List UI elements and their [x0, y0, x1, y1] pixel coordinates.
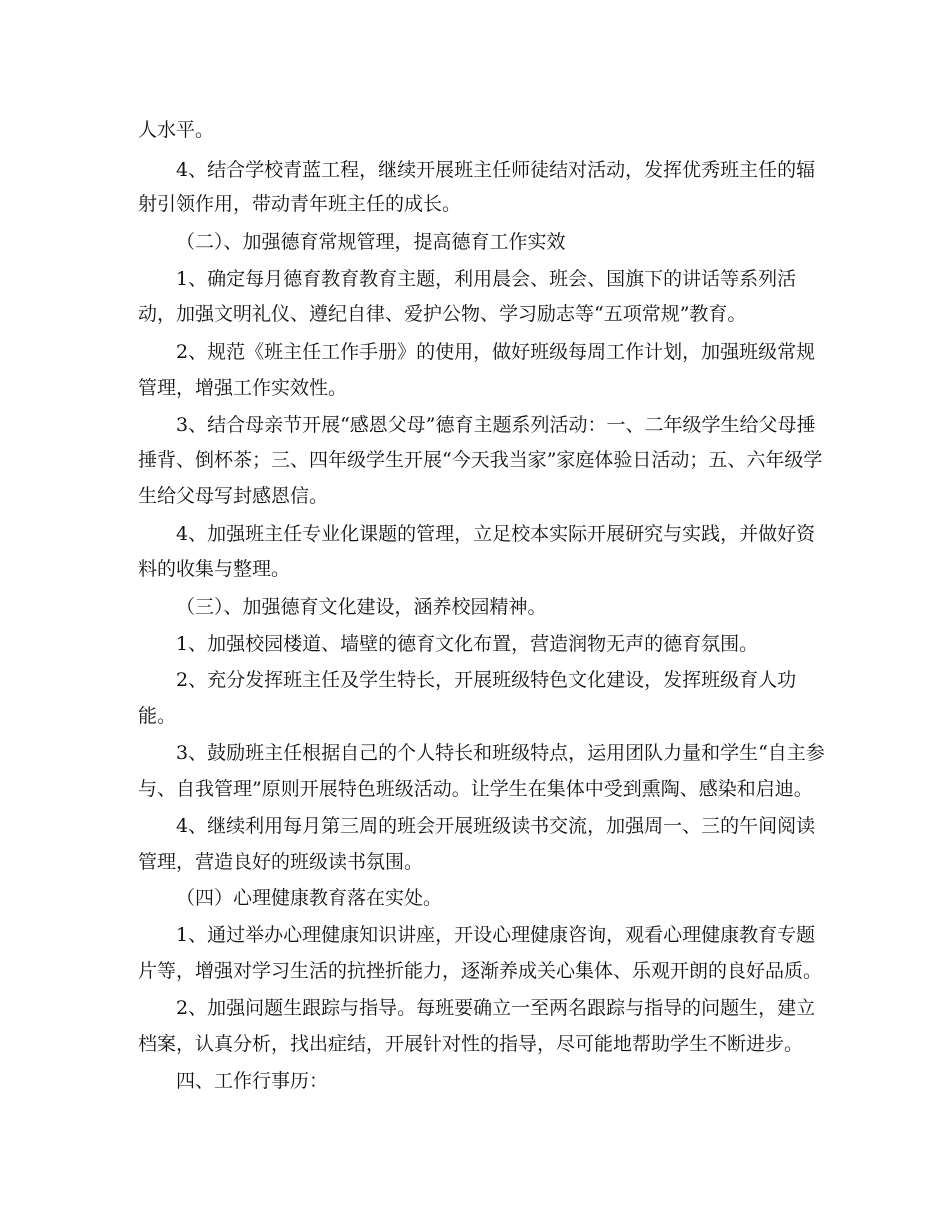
text-line: 与、自我管理”原则开展特色班级活动。让学生在集体中受到熏陶、感染和启迪。 — [138, 778, 813, 800]
text-line: 4、继续利用每月第三周的班会开展班级读书交流，加强周一、三的午间阅读 — [176, 815, 816, 837]
text-line: 人水平。 — [138, 119, 215, 141]
section-heading: （三）、加强德育文化建设，涵养校园精神。 — [176, 596, 547, 618]
text-line: 4、加强班主任专业化课题的管理，立足校本实际开展研究与实践，并做好资 — [176, 523, 816, 545]
section-heading: （二）、加强德育常规管理，提高德育工作实效 — [176, 231, 566, 253]
text-line: 2、规范《班主任工作手册》的使用，做好班级每周工作计划，加强班级常规 — [176, 341, 816, 363]
text-line: 能。 — [138, 705, 177, 727]
text-line: 动，加强文明礼仪、遵纪自律、爱护公物、学习励志等“五项常规”教育。 — [138, 303, 747, 325]
text-line: 3、结合母亲节开展“感恩父母”德育主题系列活动：一、二年级学生给父母捶 — [176, 414, 816, 436]
text-line: 1、加强校园楼道、墙壁的德育文化布置，营造润物无声的德育氛围。 — [176, 633, 759, 655]
text-line: 料的收集与整理。 — [138, 558, 291, 580]
text-line: 射引领作用，带动青年班主任的成长。 — [138, 193, 462, 215]
text-line: 生给父母写封感恩信。 — [138, 485, 329, 507]
text-line: 管理，增强工作实效性。 — [138, 377, 348, 399]
text-line: 1、确定每月德育教育教育主题，利用晨会、班会、国旗下的讲话等系列活 — [176, 268, 797, 290]
text-line: 片等，增强对学习生活的抗挫折能力，逐渐养成关心集体、乐观开朗的良好品质。 — [138, 960, 823, 982]
text-line: 4、结合学校青蓝工程，继续开展班主任师徒结对活动，发挥优秀班主任的辐 — [176, 159, 816, 181]
text-line: 1、通过举办心理健康知识讲座，开设心理健康咨询，观看心理健康教育专题 — [176, 924, 816, 946]
text-line: 2、充分发挥班主任及学生特长，开展班级特色文化建设，发挥班级育人功 — [176, 669, 797, 691]
text-line: 捶背、倒杯茶；三、四年级学生开展“今天我当家”家庭体验日活动；五、六年级学 — [138, 449, 823, 471]
text-line: 2、加强问题生跟踪与指导。每班要确立一至两名跟踪与指导的问题生，建立 — [176, 997, 816, 1019]
text-line: 3、鼓励班主任根据自己的个人特长和班级特点，运用团队力量和学生“自主参 — [176, 742, 825, 764]
text-line: 档案，认真分析，找出症结，开展针对性的指导，尽可能地帮助学生不断进步。 — [138, 1033, 804, 1055]
text-line: 管理，营造良好的班级读书氛围。 — [138, 851, 424, 873]
section-heading: 四、工作行事历： — [176, 1070, 329, 1092]
section-heading: （四）心理健康教育落在实处。 — [176, 887, 443, 909]
